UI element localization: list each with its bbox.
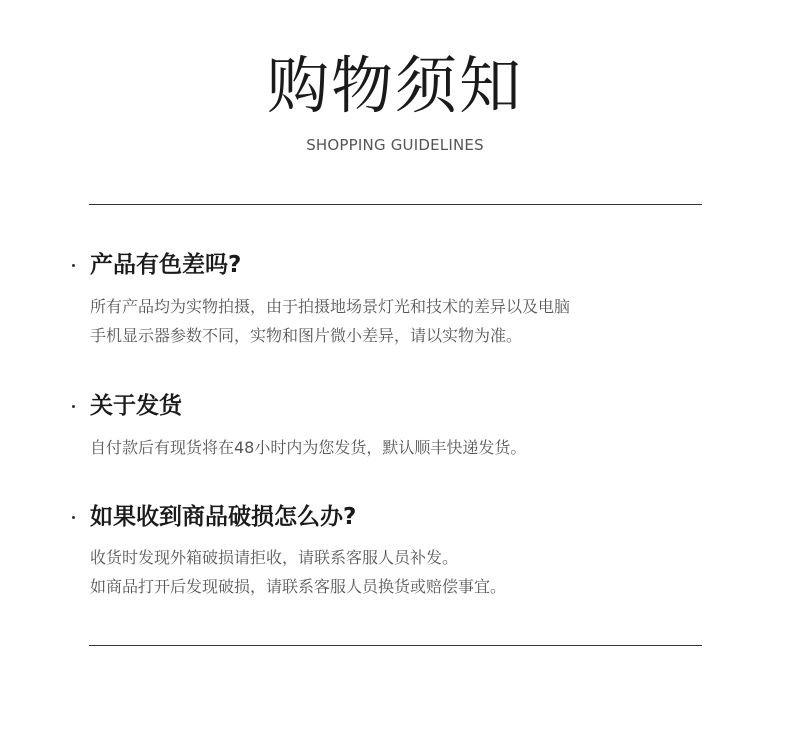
section-text-line: 所有产品均为实物拍摄，由于拍摄地场景灯光和技术的差异以及电脑 xyxy=(90,297,571,316)
section-heading: 产品有色差吗? xyxy=(90,252,242,278)
section-heading: 如果收到商品破损怎么办? xyxy=(90,504,357,530)
bullet-dot xyxy=(71,405,77,411)
section-heading: 关于发货 xyxy=(90,393,182,419)
section-text-line: 收货时发现外箱破损请拒收，请联系客服人员补发。 xyxy=(90,548,459,567)
page-title: 购物须知 xyxy=(266,49,523,122)
bottom-divider xyxy=(89,645,702,646)
section-text-line: 自付款后有现货将在48小时内为您发货，默认顺丰快递发货。 xyxy=(90,438,527,457)
bullet-dot xyxy=(71,516,77,522)
page-subtitle: SHOPPING GUIDELINES xyxy=(306,136,484,154)
bullet-dot xyxy=(71,264,77,270)
section-text-line: 如商品打开后发现破损，请联系客服人员换货或赔偿事宜。 xyxy=(90,577,507,596)
section-text-line: 手机显示器参数不同，实物和图片微小差异，请以实物为准。 xyxy=(90,326,523,345)
top-divider xyxy=(89,204,702,205)
